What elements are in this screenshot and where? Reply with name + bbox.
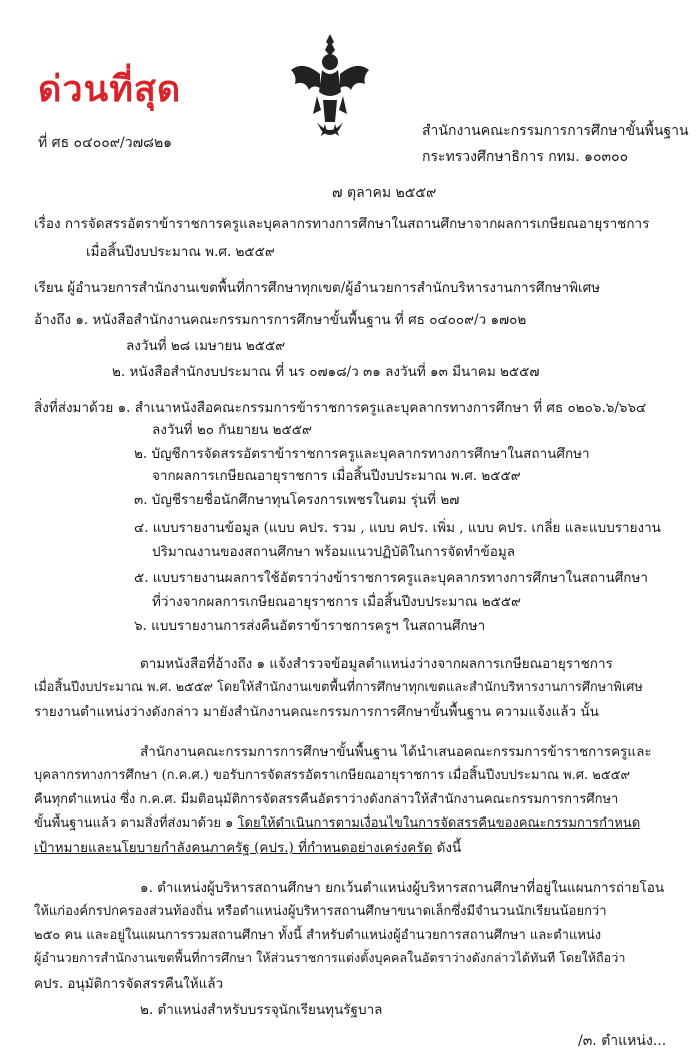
paragraph-1-line-3: รายงานตำแหน่งว่างดังกล่าว มายังสำนักงานคณะกรรมการการศึกษาขั้นพื้นฐาน ความแจ้งแล้ว นั้น (34, 704, 599, 720)
enclosure-4: ๔. แบบรายงานข้อมูล (แบบ คปร. รวม , แบบ คปร. เพิ่ม , แบบ คปร. เกลี่ย และแบบรายงาน (134, 520, 661, 536)
item-1-line-4: ผู้อำนวยการสำนักงานเขตพื้นที่การศึกษา ให้ส่วนราชการแต่งตั้งบุคคลในอัตราว่างดังกล่าวได้ทันที โดยให้ถือว่า (34, 950, 626, 965)
enclosure-5-cont: ที่ว่างจากผลการเกษียณอายุราชการ เมื่อสิ้นปีงบประมาณ ๒๕๕๙ (152, 594, 521, 610)
office-name: สำนักงานคณะกรรมการการศึกษาขั้นพื้นฐาน (422, 123, 689, 139)
reference-1: อ้างถึง ๑. หนังสือสำนักงานคณะกรรมการการศึกษาขั้นพื้นฐาน ที่ ศธ ๐๔๐๐๙/ว ๑๗๐๒ (34, 312, 527, 328)
reference-1-date: ลงวันที่ ๒๘ เมษายน ๒๕๕๙ (126, 338, 286, 354)
subject-line: เรื่อง การจัดสรรอัตราข้าราชการครูและบุคลากรทางการศึกษาในสถานศึกษาจากผลการเกษียณอายุราชการ (34, 216, 650, 232)
item-1-line-3: ๒๕๐ คน และอยู่ในแผนการรวมสถานศึกษา ทั้งนี้ สำหรับตำแหน่งผู้อำนวยการสถานศึกษา และตำแหน่ง (34, 928, 602, 943)
item-1-line-2: ให้แก่องค์กรปกครองส่วนท้องถิ่น หรือตำแหน่งผู้บริหารสถานศึกษาขนาดเล็กซึ่งมีจำนวนนักเรียนน้อยกว่า (34, 904, 607, 919)
paragraph-2-line-4 (34, 812, 640, 833)
conditions-emphasis: โดยให้ดำเนินการตามเงื่อนไขในการจัดสรรคืนของคณะกรรมการกำหนด (237, 816, 641, 831)
paragraph-2-line-1: สำนักงานคณะกรรมการการศึกษาขั้นพื้นฐาน ได้นำเสนอคณะกรรมการข้าราชการครูและ (140, 744, 652, 760)
paragraph-2-end: ดังนี้ (432, 840, 462, 856)
paragraph-2-line-5 (34, 836, 461, 858)
paragraph-1-line-2: เมื่อสิ้นปีงบประมาณ พ.ศ. ๒๕๕๙ โดยให้สำนักงานเขตพื้นที่การศึกษาทุกเขตและสำนักบริหารงานการศึกษาพิเศษ (34, 680, 643, 695)
conditions-emphasis-cont: เป้าหมายและนโยบายกำลังคนภาครัฐ (คปร.) ที่กำหนดอย่างเคร่งครัด (34, 840, 433, 856)
enclosure-3: ๓. บัญชีรายชื่อนักศึกษาทุนโครงการเพชรในตม รุ่นที่ ๒๗ (134, 492, 460, 508)
paragraph-2-line-2: บุคลากรทางการศึกษา (ก.ค.ศ.) ขอรับการจัดสรรอัตราเกษียณอายุราชการ เมื่อสิ้นปีงบประมาณ พ.ศ. ๒๕๕๙ (34, 768, 631, 783)
enclosure-1-date: ลงวันที่ ๒๐ กันยายน ๒๕๕๙ (152, 422, 312, 438)
item-2-line-1: ๒. ตำแหน่งสำหรับบรรจุนักเรียนทุนรัฐบาล (140, 1002, 383, 1018)
garuda-emblem-icon (287, 30, 373, 142)
enclosure-2-cont: จากผลการเกษียณอายุราชการ เมื่อสิ้นปีงบประมาณ พ.ศ. ๒๕๕๙ (152, 468, 521, 484)
enclosure-1: สิ่งที่ส่งมาด้วย ๑. สำเนาหนังสือคณะกรรมการข้าราชการครูและบุคลากรทางการศึกษา ที่ ศธ ๐๒๐๖.๖/๖๖๔ (34, 400, 647, 416)
document-number: ที่ ศธ ๐๔๐๐๙/ว๗๘๒๑ (38, 135, 173, 151)
enclosure-2: ๒. บัญชีการจัดสรรอัตราข้าราชการครูและบุคลากรทางการศึกษาในสถานศึกษา (134, 446, 590, 462)
paragraph-2-line-4-start: ขั้นพื้นฐานแล้ว ตามสิ่งที่ส่งมาด้วย ๑ (34, 816, 238, 831)
subject-line-cont: เมื่อสิ้นปีงบประมาณ พ.ศ. ๒๕๕๙ (86, 244, 275, 260)
urgent-stamp: ด่วนที่สุด (38, 69, 182, 110)
enclosure-5: ๕. แบบรายงานผลการใช้อัตราว่างข้าราชการครูและบุคลากรทางการศึกษาในสถานศึกษา (134, 570, 648, 586)
paragraph-1-line-1: ตามหนังสือที่อ้างถึง ๑ แจ้งสำรวจข้อมูลตำแหน่งว่างจากผลการเกษียณอายุราชการ (140, 656, 613, 672)
reference-2: ๒. หนังสือสำนักงบประมาณ ที่ นร ๐๗๑๘/ว ๓๑ ลงวันที่ ๑๓ มีนาคม ๒๕๕๗ (112, 364, 540, 380)
item-1-line-5: คปร. อนุมัติการจัดสรรคืนให้แล้ว (34, 976, 224, 992)
item-1-line-1: ๑. ตำแหน่งผู้บริหารสถานศึกษา ยกเว้นตำแหน่งผู้บริหารสถานศึกษาที่อยู่ในแผนการถ่ายโอน (140, 880, 665, 896)
enclosure-6: ๖. แบบรายงานการส่งคืนอัตราข้าราชการครูฯ ในสถานศึกษา (134, 618, 486, 634)
enclosure-4-cont: ปริมาณงานของสถานศึกษา พร้อมแนวปฏิบัติในการจัดทำข้อมูล (152, 544, 516, 560)
office-address: กระทรวงศึกษาธิการ กทม. ๑๐๓๐๐ (422, 149, 629, 165)
issuing-office (422, 118, 689, 170)
paragraph-2-line-3: คืนทุกตำแหน่ง ซึ่ง ก.ค.ศ. มีมติอนุมัติการจัดสรรคืนอัตราว่างดังกล่าวให้สำนักงานคณะกรรมการการศึกษา (34, 792, 619, 807)
letter-date: ๗ ตุลาคม ๒๕๕๙ (332, 185, 437, 201)
addressee-line: เรียน ผู้อำนวยการสำนักงานเขตพื้นที่การศึกษาทุกเขต/ผู้อำนวยการสำนักบริหารงานการศึกษาพิเศษ (34, 280, 601, 296)
continued-marker: /๓. ตำแหน่ง... (578, 1033, 667, 1049)
